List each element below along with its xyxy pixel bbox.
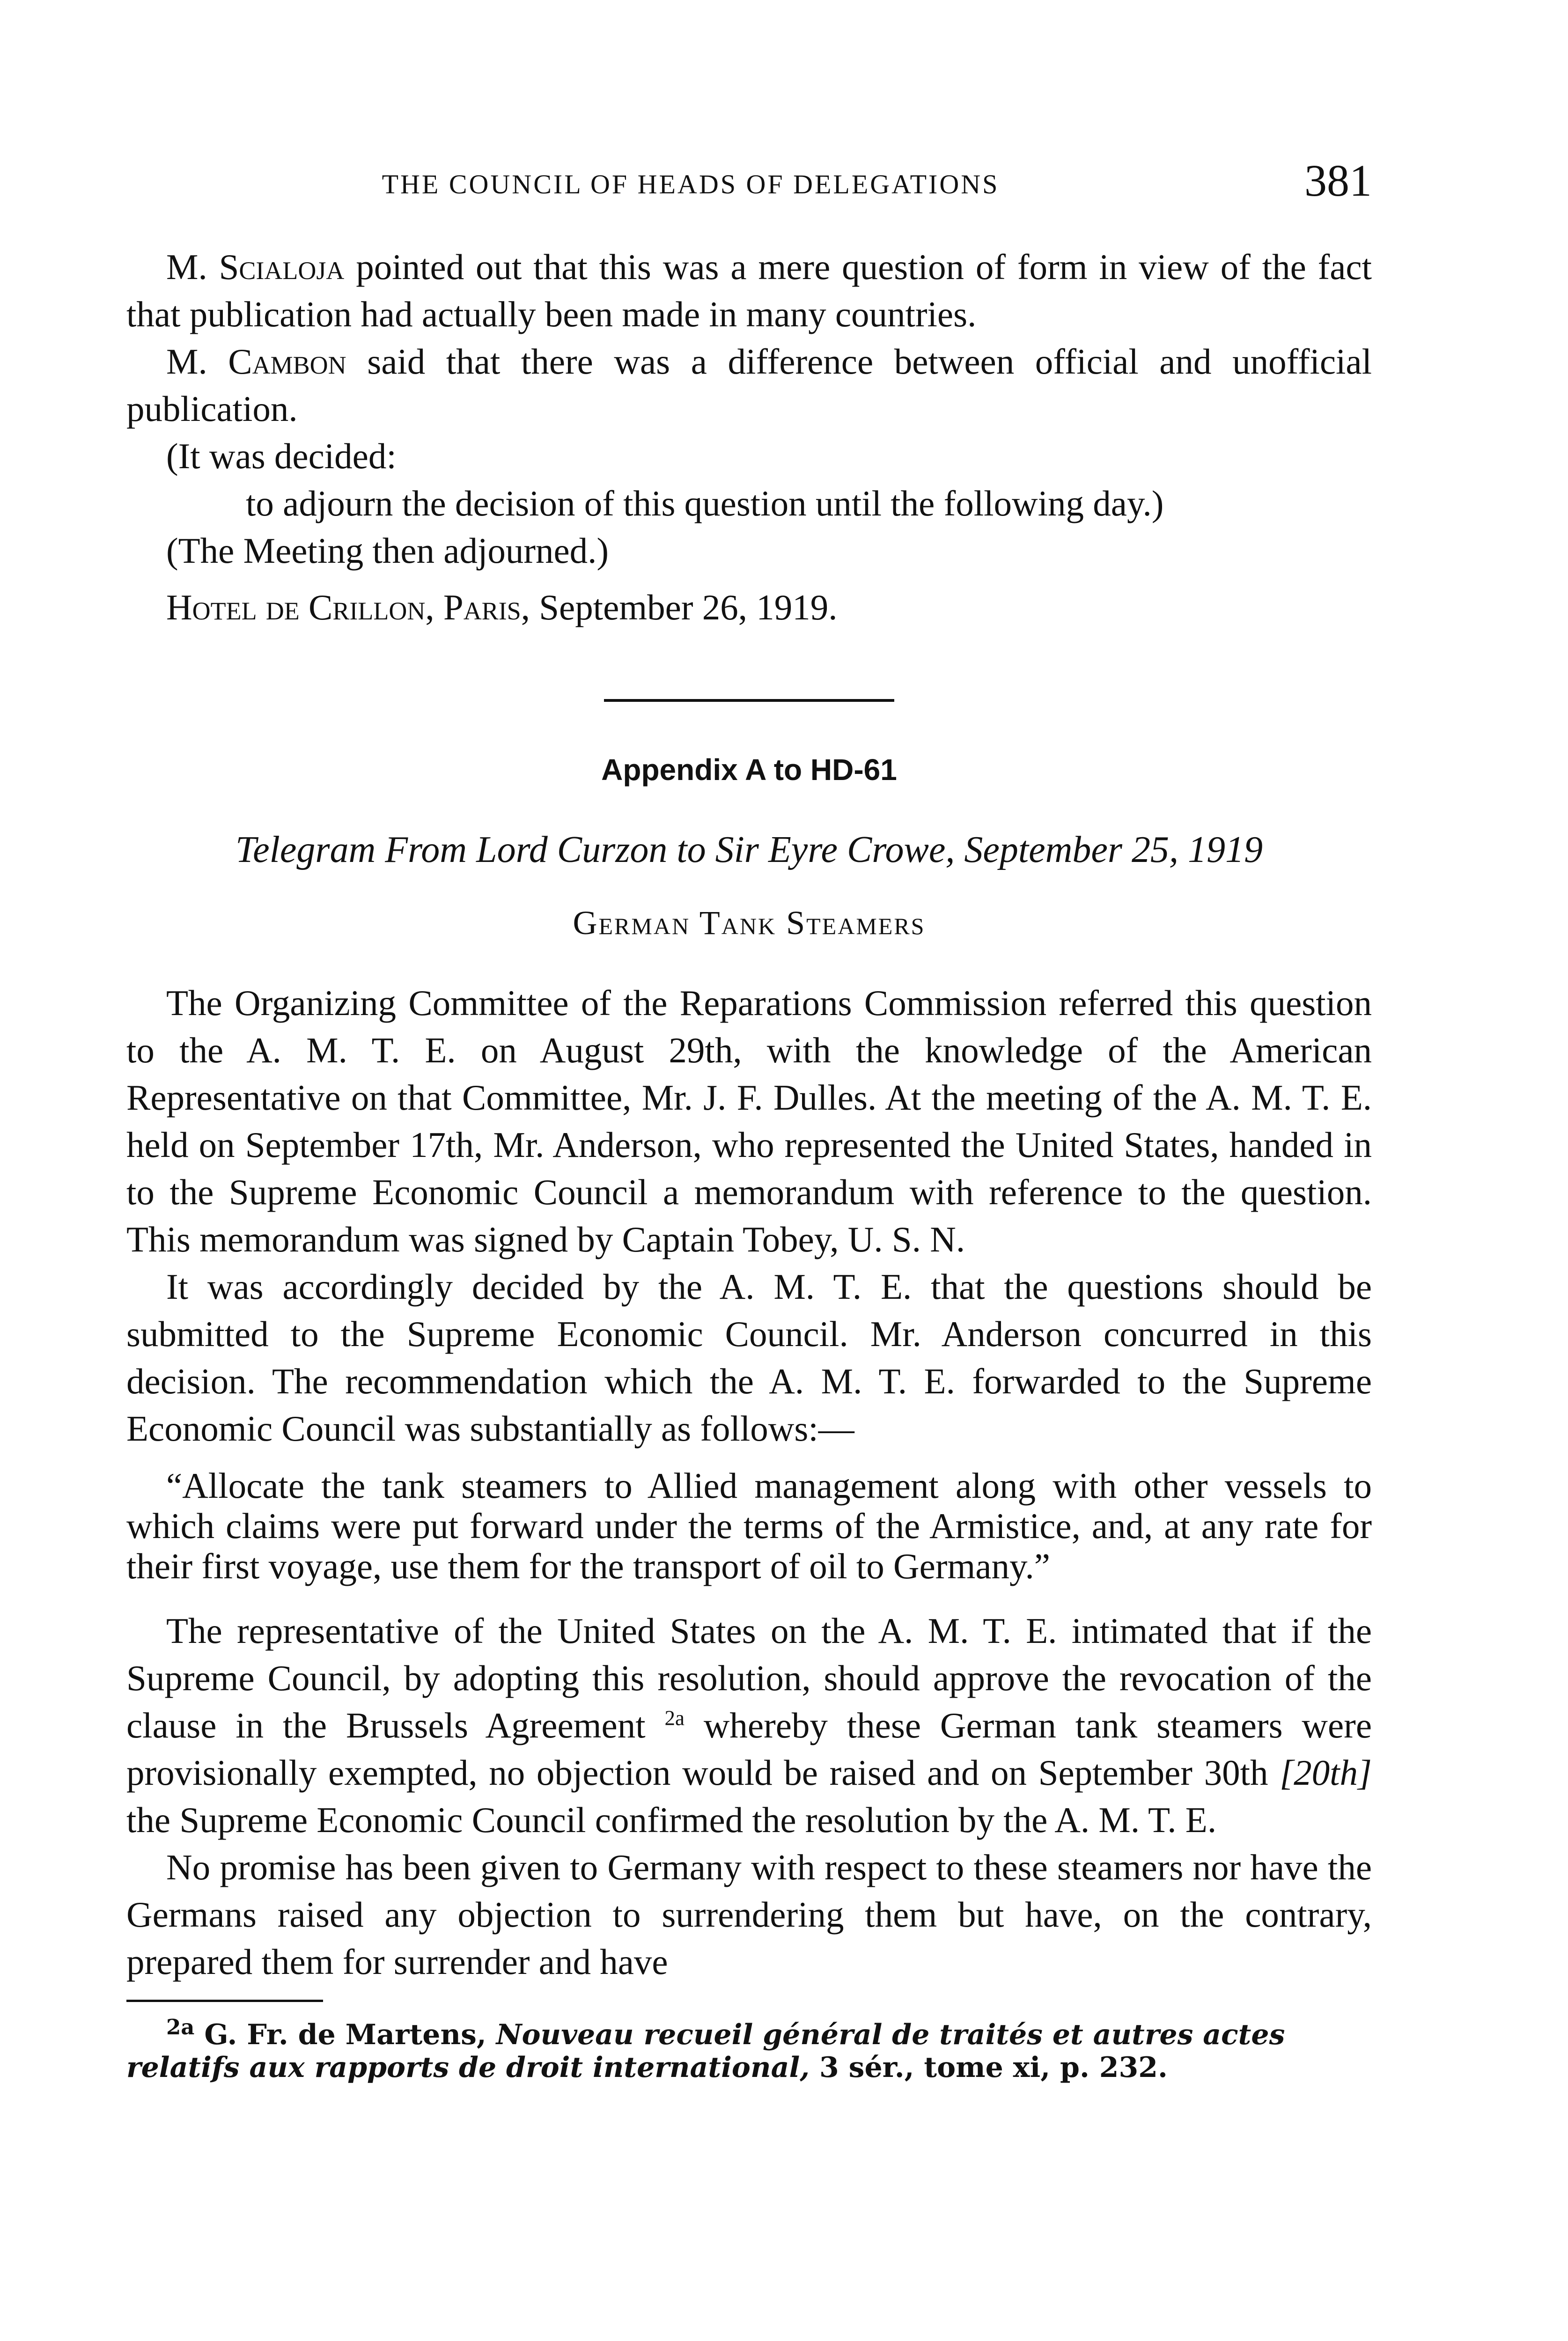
footnote-reference: 2a bbox=[664, 1706, 685, 1730]
appendix-paragraph bbox=[126, 1607, 1372, 1844]
footnote-citation: 3 sér., tome xi, p. 232. bbox=[810, 2051, 1168, 2084]
telegram-title: Telegram From Lord Curzon to Sir Eyre Crowe, September 25, 1919 bbox=[235, 829, 1263, 870]
appendix-paragraph: No promise has been given to Germany with respect to these steamers nor have the Germans raised any objection to surrendering them but have, on the contrary, prepared them for surrender and have bbox=[126, 1847, 1372, 1982]
page-header bbox=[126, 155, 1372, 220]
speaker-name: M. Scialoja bbox=[166, 247, 345, 287]
appendix-paragraph: It was accordingly decided by the A. M. T. E. that the questions should be submitted to the Supreme Economic Council. Mr. Anderson concurred in this decision. The recommendation which the A. M. T. E. forwarded to the Supreme Economic Council was substantially as follows:— bbox=[126, 1266, 1372, 1449]
paragraph-text: The representative of the United States on the A. M. T. E. intimated that if the Supreme Council, by adopting this resolution, should approve the revocation of the clause in the Brussels Agreement bbox=[126, 1611, 1372, 1745]
date: , September 26, 1919. bbox=[521, 587, 838, 627]
appendix-paragraph: The Organizing Committee of the Reparations Commission referred this question to the A. M. T. E. on August 29th, with the knowledge of the American Representative on that Committee, Mr. J. F. Dulles. At the meeting of the A. M. T. E. held on September 17th, Mr. Anderson, who represented the United States, handed in to the Supreme Economic Council a memorandum with reference to the question. This memorandum was signed by Captain Tobey, U. S. N. bbox=[126, 983, 1372, 1259]
minutes-paragraph bbox=[126, 243, 1372, 338]
footnote bbox=[126, 2015, 1372, 2084]
running-head: THE COUNCIL OF HEADS OF DELEGATIONS bbox=[382, 169, 1000, 199]
speaker-name: M. Cambon bbox=[166, 341, 346, 382]
paragraph-text: whereby these German tank steamers were provisionally exempted, no objection would be raised and on September 30th bbox=[126, 1705, 1372, 1793]
block-quote: “Allocate the tank steamers to Allied management along with other vessels to which claims were put forward under the terms of the Armistice, and, at any rate for their first voyage, use them for the transport of oil to Germany.” bbox=[126, 1465, 1372, 1586]
place: Hotel de Crillon, Paris bbox=[166, 587, 521, 627]
footnote-author: G. Fr. de Martens, bbox=[194, 2018, 496, 2051]
page-number: 381 bbox=[1304, 155, 1372, 206]
footnote-marker: 2a bbox=[166, 2015, 195, 2039]
appendix-title: Appendix A to HD-61 bbox=[601, 753, 897, 787]
section-divider bbox=[604, 699, 894, 702]
adjourned-note: (The Meeting then adjourned.) bbox=[166, 530, 609, 571]
paragraph-text: the Supreme Economic Council confirmed the resolution by the A. M. T. E. bbox=[126, 1800, 1217, 1840]
page-body bbox=[126, 243, 1372, 2084]
footnote-divider bbox=[126, 2000, 323, 2002]
date-correction: [20th] bbox=[1280, 1752, 1372, 1793]
paragraph-text: pointed out that this was a mere question of form in view of the fact that publication had actually been made in many countries. bbox=[126, 247, 1372, 334]
paragraph-text: said that there was a difference between official and unofficial publication. bbox=[126, 341, 1372, 429]
minutes-paragraph bbox=[126, 338, 1372, 433]
footnote-title: Nouveau recueil général de traités et autres actes relatifs aux rapports de droit international, bbox=[126, 2018, 1285, 2084]
decision-intro: (It was decided: bbox=[166, 436, 397, 476]
decision-text: to adjourn the decision of this question until the following day.) bbox=[246, 483, 1164, 523]
section-title: German Tank Steamers bbox=[573, 904, 926, 942]
place-date-line bbox=[126, 584, 1372, 631]
